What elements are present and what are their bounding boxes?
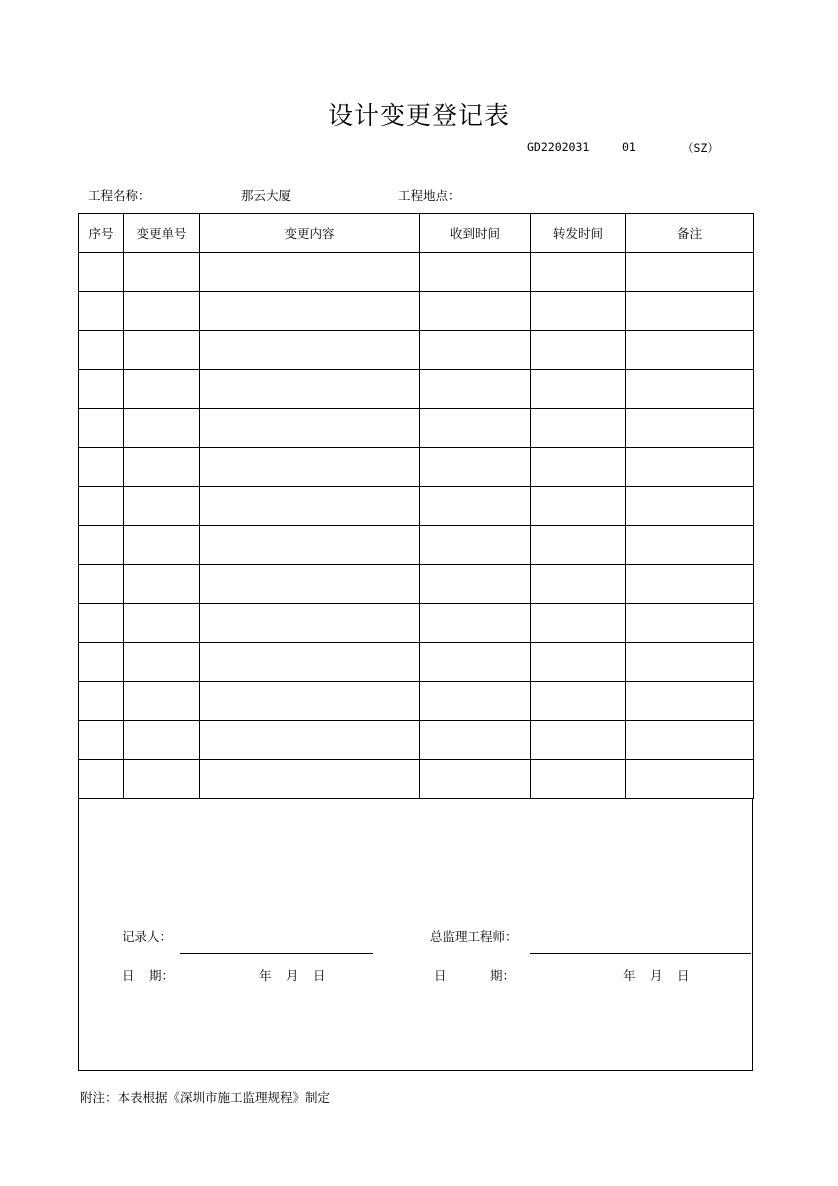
cell-remarks[interactable]	[626, 565, 754, 604]
cell-remarks[interactable]	[626, 409, 754, 448]
cell-change-no[interactable]	[124, 760, 200, 799]
date-left-year: 年	[259, 968, 272, 983]
cell-forwarded-time[interactable]	[531, 721, 626, 760]
cell-forwarded-time[interactable]	[531, 331, 626, 370]
table-row	[79, 448, 754, 487]
cell-received-time[interactable]	[420, 643, 531, 682]
date-right-day: 日	[677, 968, 690, 983]
cell-index[interactable]	[79, 487, 124, 526]
cell-index[interactable]	[79, 331, 124, 370]
form-code-sub: 01	[622, 140, 636, 154]
cell-received-time[interactable]	[420, 604, 531, 643]
cell-change-content[interactable]	[200, 292, 420, 331]
cell-remarks[interactable]	[626, 604, 754, 643]
cell-change-content[interactable]	[200, 331, 420, 370]
cell-forwarded-time[interactable]	[531, 409, 626, 448]
cell-index[interactable]	[79, 682, 124, 721]
cell-index[interactable]	[79, 526, 124, 565]
cell-remarks[interactable]	[626, 526, 754, 565]
cell-change-no[interactable]	[124, 643, 200, 682]
header-forwarded-time: 转发时间	[531, 214, 626, 253]
table-header-row	[79, 214, 754, 253]
cell-forwarded-time[interactable]	[531, 682, 626, 721]
date-right-char-1: 日	[434, 968, 447, 983]
chief-engineer-label: 总监理工程师：	[430, 929, 518, 944]
cell-remarks[interactable]	[626, 643, 754, 682]
chief-engineer-signature-line[interactable]	[530, 953, 751, 954]
cell-forwarded-time[interactable]	[531, 565, 626, 604]
cell-change-content[interactable]	[200, 409, 420, 448]
date-left-month: 月	[286, 968, 299, 983]
change-register-table	[78, 213, 754, 799]
cell-index[interactable]	[79, 253, 124, 292]
cell-remarks[interactable]	[626, 721, 754, 760]
cell-forwarded-time[interactable]	[531, 292, 626, 331]
header-index: 序号	[79, 214, 124, 253]
recorder-signature-line[interactable]	[180, 953, 373, 954]
cell-index[interactable]	[79, 760, 124, 799]
cell-index[interactable]	[79, 292, 124, 331]
cell-change-content[interactable]	[200, 604, 420, 643]
cell-forwarded-time[interactable]	[531, 526, 626, 565]
cell-change-content[interactable]	[200, 760, 420, 799]
table-row	[79, 565, 754, 604]
table-row	[79, 331, 754, 370]
signoff-section	[78, 798, 753, 1071]
cell-received-time[interactable]	[420, 721, 531, 760]
cell-remarks[interactable]	[626, 370, 754, 409]
cell-remarks[interactable]	[626, 448, 754, 487]
date-right-char-2: 期：	[490, 968, 516, 983]
date-right-month: 月	[650, 968, 663, 983]
cell-change-content[interactable]	[200, 565, 420, 604]
cell-received-time[interactable]	[420, 253, 531, 292]
cell-change-content[interactable]	[200, 721, 420, 760]
table-row	[79, 526, 754, 565]
cell-change-no[interactable]	[124, 409, 200, 448]
header-change-content: 变更内容	[200, 214, 420, 253]
table-row	[79, 604, 754, 643]
cell-index[interactable]	[79, 565, 124, 604]
recorder-label: 记录人：	[122, 929, 173, 944]
cell-change-no[interactable]	[124, 721, 200, 760]
cell-change-no[interactable]	[124, 682, 200, 721]
project-location-label: 工程地点：	[398, 188, 461, 203]
date-left-char-1: 日	[122, 968, 135, 983]
cell-received-time[interactable]	[420, 292, 531, 331]
cell-change-content[interactable]	[200, 253, 420, 292]
cell-remarks[interactable]	[626, 292, 754, 331]
cell-remarks[interactable]	[626, 682, 754, 721]
table-row	[79, 292, 754, 331]
cell-index[interactable]	[79, 604, 124, 643]
cell-change-no[interactable]	[124, 292, 200, 331]
cell-received-time[interactable]	[420, 487, 531, 526]
cell-received-time[interactable]	[420, 760, 531, 799]
project-name-value: 那云大厦	[241, 188, 292, 203]
table-row	[79, 682, 754, 721]
header-change-no: 变更单号	[124, 214, 200, 253]
cell-remarks[interactable]	[626, 253, 754, 292]
cell-change-no[interactable]	[124, 526, 200, 565]
cell-remarks[interactable]	[626, 331, 754, 370]
cell-forwarded-time[interactable]	[531, 253, 626, 292]
table-row	[79, 409, 754, 448]
cell-received-time[interactable]	[420, 565, 531, 604]
cell-change-no[interactable]	[124, 604, 200, 643]
cell-received-time[interactable]	[420, 448, 531, 487]
form-code-number: GD2202031	[527, 140, 590, 154]
cell-change-content[interactable]	[200, 448, 420, 487]
cell-index[interactable]	[79, 370, 124, 409]
cell-received-time[interactable]	[420, 370, 531, 409]
date-right-year: 年	[623, 968, 636, 983]
cell-received-time[interactable]	[420, 331, 531, 370]
cell-change-no[interactable]	[124, 448, 200, 487]
table-row	[79, 721, 754, 760]
cell-received-time[interactable]	[420, 682, 531, 721]
cell-remarks[interactable]	[626, 760, 754, 799]
cell-change-no[interactable]	[124, 331, 200, 370]
cell-change-content[interactable]	[200, 487, 420, 526]
table-row	[79, 253, 754, 292]
page-title: 设计变更登记表	[327, 101, 510, 130]
footnote: 附注：本表根据《深圳市施工监理规程》制定	[80, 1090, 331, 1105]
cell-forwarded-time[interactable]	[531, 760, 626, 799]
cell-change-no[interactable]	[124, 487, 200, 526]
cell-change-no[interactable]	[124, 370, 200, 409]
table-row	[79, 370, 754, 409]
cell-forwarded-time[interactable]	[531, 487, 626, 526]
cell-forwarded-time[interactable]	[531, 370, 626, 409]
table-row	[79, 487, 754, 526]
cell-forwarded-time[interactable]	[531, 643, 626, 682]
cell-index[interactable]	[79, 409, 124, 448]
form-code-region: （SZ）	[682, 141, 719, 155]
cell-received-time[interactable]	[420, 409, 531, 448]
cell-change-content[interactable]	[200, 682, 420, 721]
date-left-day: 日	[313, 968, 326, 983]
header-remarks: 备注	[626, 214, 754, 253]
project-name-label: 工程名称：	[88, 188, 151, 203]
cell-remarks[interactable]	[626, 487, 754, 526]
cell-received-time[interactable]	[420, 526, 531, 565]
cell-change-content[interactable]	[200, 370, 420, 409]
date-left-char-2: 期：	[149, 968, 175, 983]
cell-change-no[interactable]	[124, 565, 200, 604]
cell-forwarded-time[interactable]	[531, 604, 626, 643]
cell-index[interactable]	[79, 643, 124, 682]
cell-change-content[interactable]	[200, 643, 420, 682]
cell-change-no[interactable]	[124, 253, 200, 292]
table-row	[79, 760, 754, 799]
cell-index[interactable]	[79, 448, 124, 487]
cell-forwarded-time[interactable]	[531, 448, 626, 487]
cell-index[interactable]	[79, 721, 124, 760]
table-row	[79, 643, 754, 682]
cell-change-content[interactable]	[200, 526, 420, 565]
header-received-time: 收到时间	[420, 214, 531, 253]
